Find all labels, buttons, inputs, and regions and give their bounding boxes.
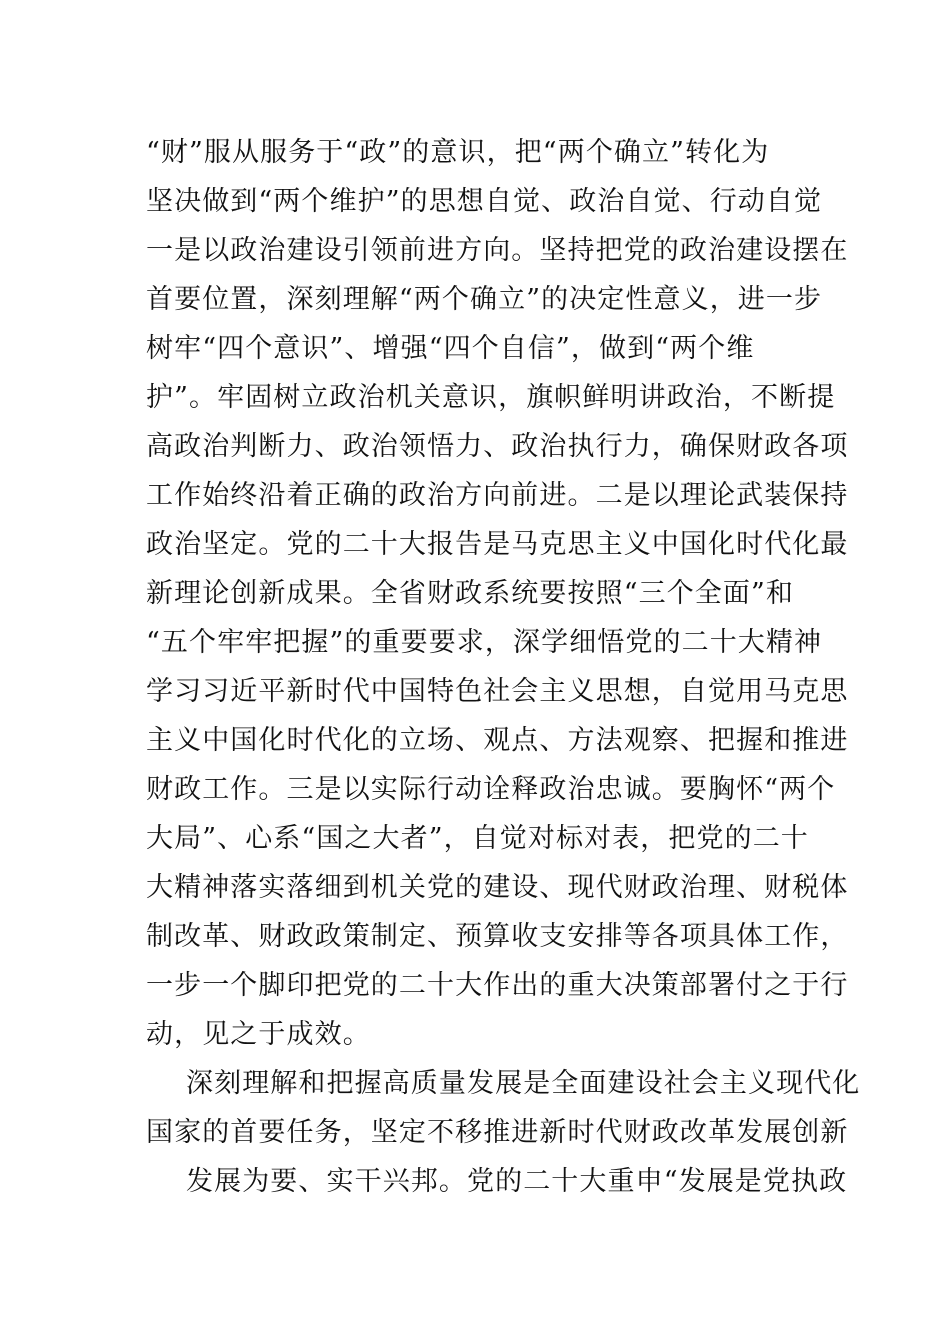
- text-line: 动，见之于成效。: [146, 1019, 371, 1050]
- text-line: 主义中国化时代化的立场、观点、方法观察、把握和推进: [146, 725, 849, 756]
- text-line: 护”。牢固树立政治机关意识，旗帜鲜明讲政治，不断提: [146, 382, 836, 413]
- text-line: 大局”、心系“国之大者”，自觉对标对表，把党的二十: [146, 823, 809, 854]
- text-line: 高政治判断力、政治领悟力、政治执行力，确保财政各项: [146, 431, 849, 462]
- text-line: “五个牢牢把握”的重要要求，深学细悟党的二十大精神: [146, 627, 823, 658]
- text-line: 深刻理解和把握高质量发展是全面建设社会主义现代化: [186, 1068, 861, 1099]
- text-line: 财政工作。三是以实际行动诠释政治忠诚。要胸怀“两个: [146, 774, 836, 805]
- text-line: 树牢“四个意识”、增强“四个自信”，做到“两个维: [146, 333, 755, 364]
- text-line: 政治坚定。党的二十大报告是马克思主义中国化时代化最: [146, 529, 849, 560]
- text-line: 国家的首要任务，坚定不移推进新时代财政改革发展创新: [146, 1117, 849, 1148]
- text-line: 坚决做到“两个维护”的思想自觉、政治自觉、行动自觉: [146, 186, 823, 217]
- paragraph-political-building: [146, 128, 849, 1059]
- text-line: 新理论创新成果。全省财政系统要按照“三个全面”和: [146, 578, 795, 609]
- text-line: 学习习近平新时代中国特色社会主义思想，自觉用马克思: [146, 676, 849, 707]
- paragraph-high-quality-development: [146, 1059, 861, 1157]
- text-line: 一步一个脚印把党的二十大作出的重大决策部署付之于行: [146, 970, 849, 1001]
- paragraph-development-priority: [146, 1157, 848, 1206]
- text-line: 工作始终沿着正确的政治方向前进。二是以理论武装保持: [146, 480, 849, 511]
- text-line: 一是以政治建设引领前进方向。坚持把党的政治建设摆在: [146, 235, 849, 266]
- text-line: 大精神落实落细到机关党的建设、现代财政治理、财税体: [146, 872, 849, 903]
- text-line: 首要位置，深刻理解“两个确立”的决定性意义，进一步: [146, 284, 823, 315]
- text-line: 制改革、财政政策制定、预算收支安排等各项具体工作，: [146, 921, 849, 952]
- text-line: 发展为要、实干兴邦。党的二十大重申“发展是党执政: [186, 1166, 848, 1197]
- text-line: “财”服从服务于“政”的意识，把“两个确立”转化为: [146, 137, 770, 168]
- document-body: [146, 128, 861, 1206]
